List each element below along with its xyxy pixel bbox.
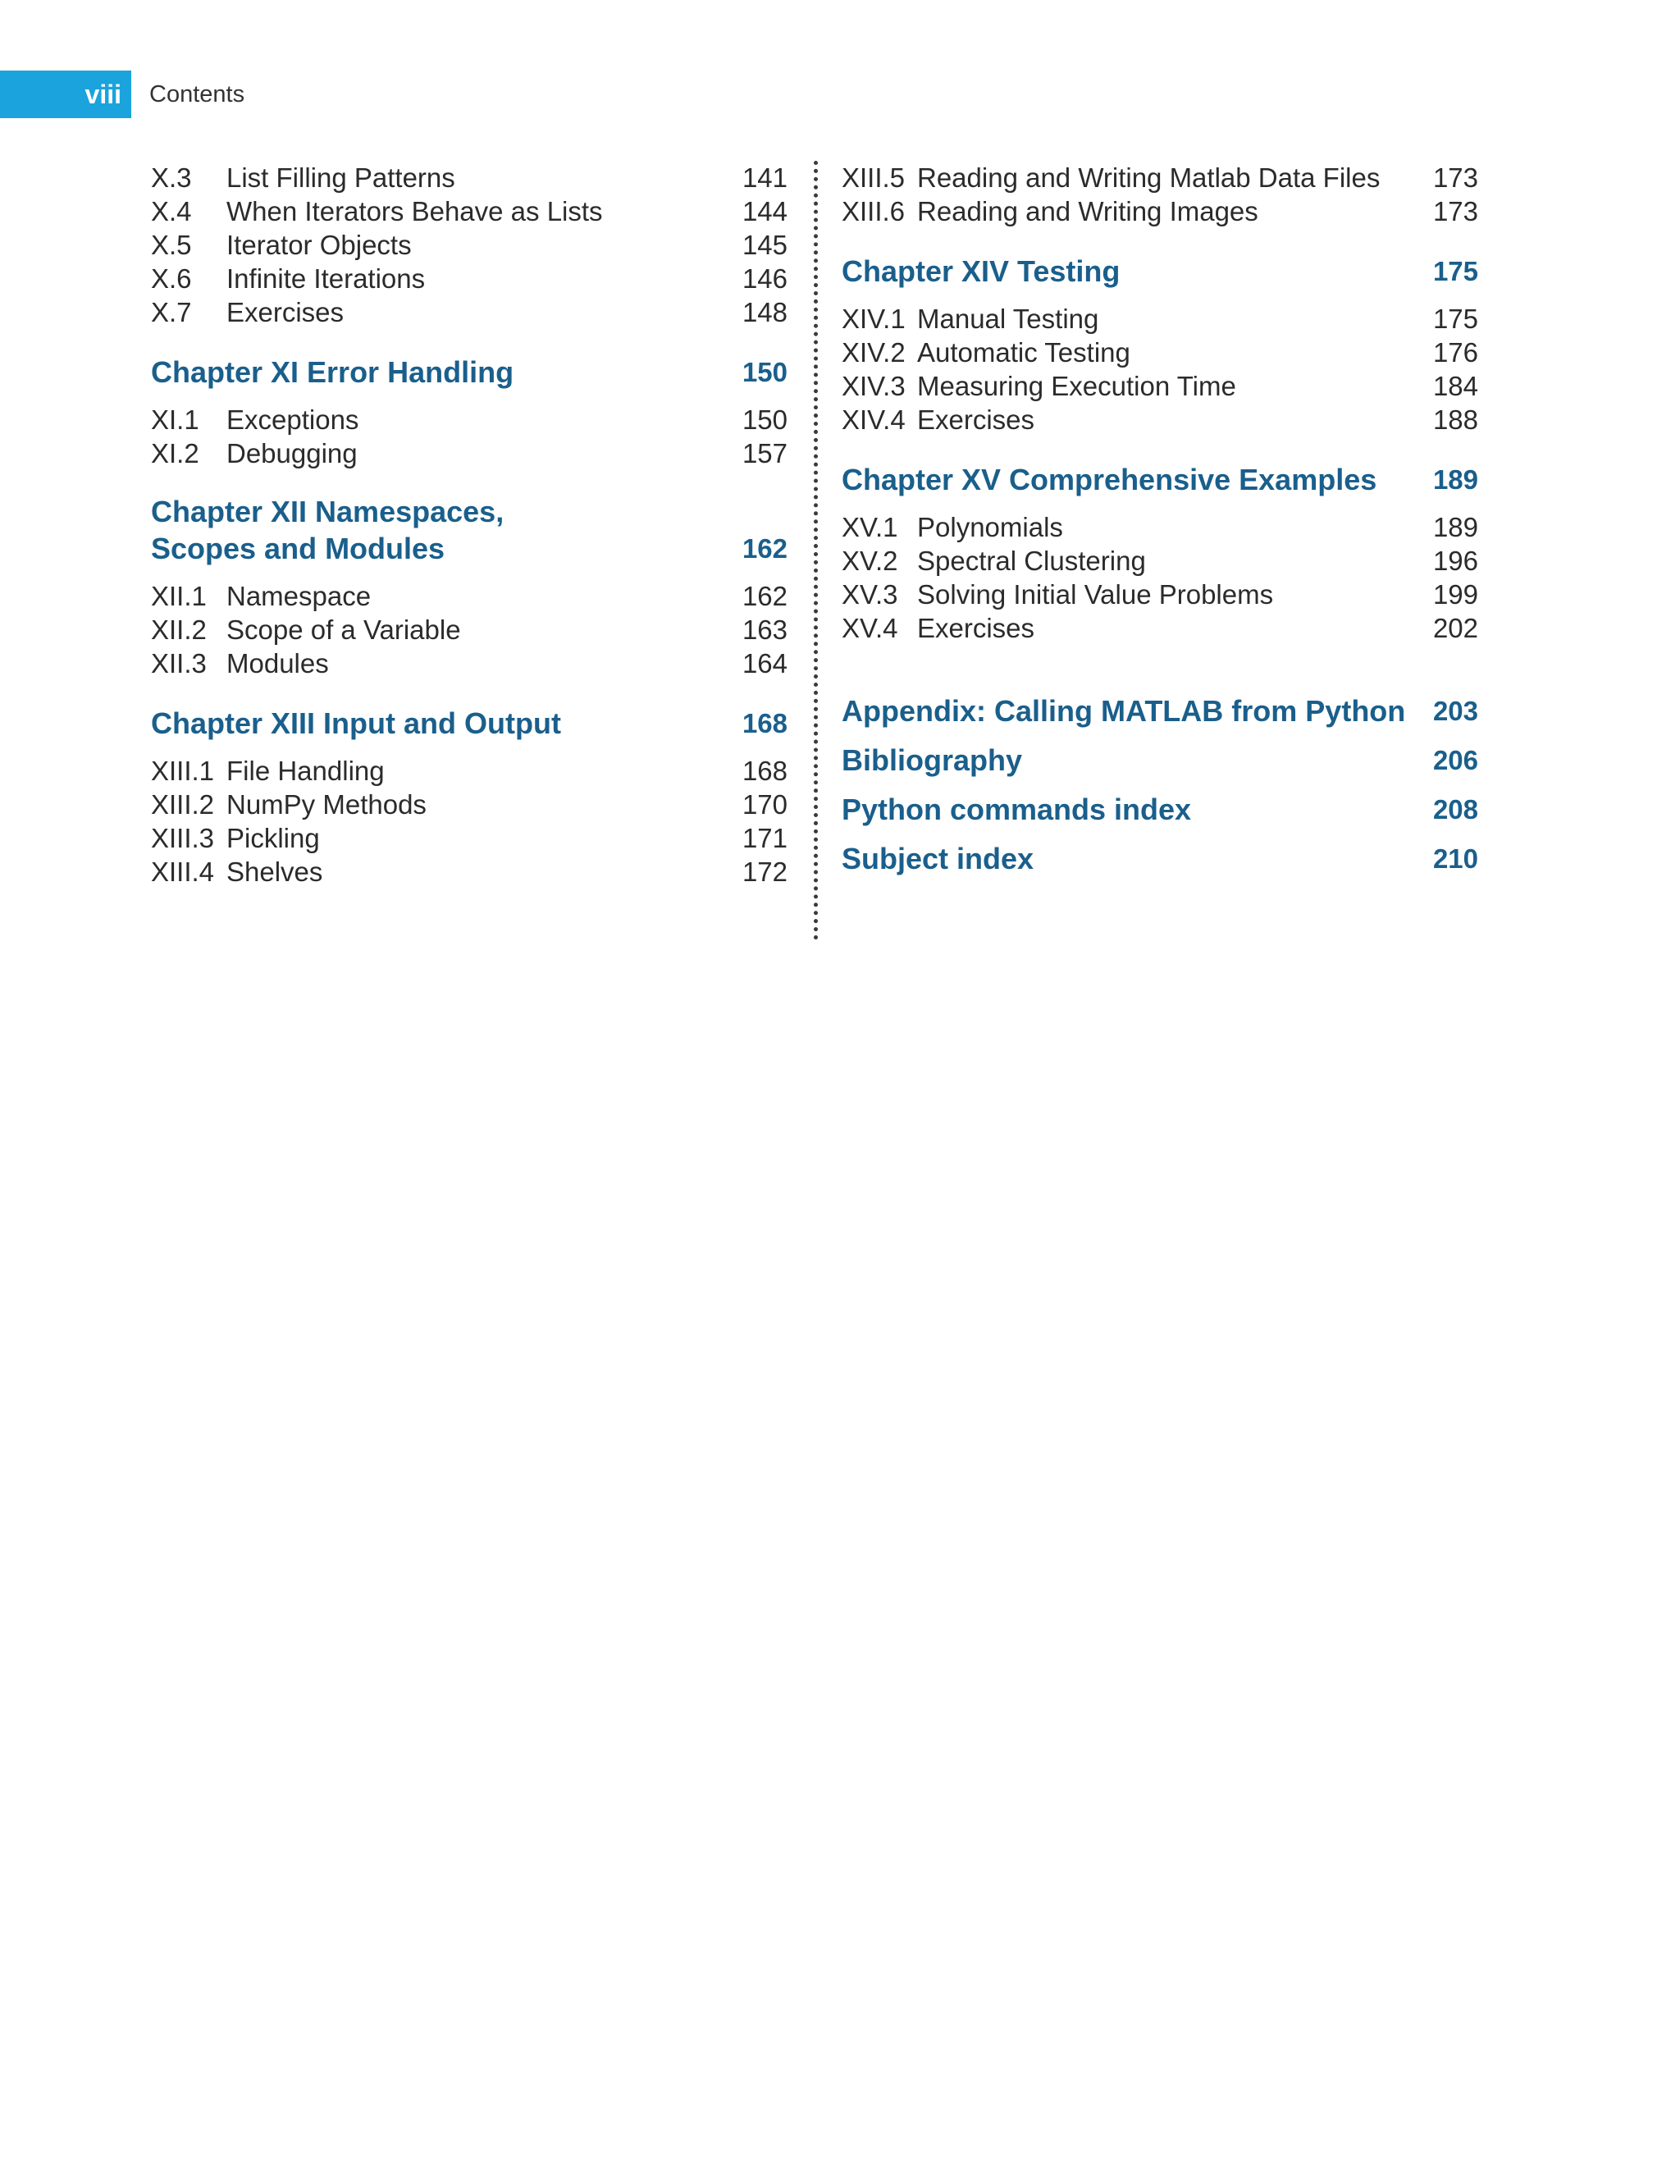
chapter-title: Chapter XIII Input and Output [151, 706, 561, 740]
section-title: When Iterators Behave as Lists [226, 196, 603, 226]
toc-entry-xiv2[interactable] [842, 336, 1478, 369]
backmatter-appendix[interactable] [842, 692, 1478, 729]
section-number: XII.2 [151, 615, 207, 645]
toc-entry-x5[interactable] [151, 228, 788, 262]
toc-entry-xv2[interactable] [842, 544, 1478, 578]
page-number: 141 [742, 162, 788, 193]
backmatter-python-commands-index[interactable] [842, 791, 1478, 828]
page-number: 146 [742, 263, 788, 294]
section-number: XIII.5 [842, 162, 906, 193]
section-title: Solving Initial Value Problems [917, 579, 1274, 610]
section-title: Shelves [226, 857, 323, 887]
section-number: XI.1 [151, 404, 199, 435]
section-title: Exercises [226, 297, 345, 327]
chapter-heading-xv[interactable] [842, 461, 1478, 498]
page-number: 168 [742, 756, 788, 786]
page-header [0, 71, 244, 118]
chapter-title: Chapter XV Comprehensive Examples [842, 463, 1377, 496]
page-number: 199 [1432, 579, 1478, 610]
page-number: 170 [742, 789, 788, 820]
section-title: Pickling [226, 823, 320, 853]
toc-entry-xv4[interactable] [842, 611, 1478, 645]
section-number: XV.4 [842, 613, 898, 643]
chapter-heading-xiii[interactable] [151, 705, 788, 742]
running-title: Contents [149, 80, 245, 107]
page-number: 173 [1432, 162, 1478, 193]
toc-entry-xiii1[interactable] [151, 754, 788, 788]
chapter-heading-xi[interactable] [151, 354, 788, 391]
section-number: XV.1 [842, 512, 898, 542]
toc-entry-xiv3[interactable] [842, 369, 1478, 403]
section-number: X.5 [151, 230, 192, 260]
backmatter-subject-index[interactable] [842, 840, 1478, 877]
section-title: Exceptions [226, 404, 359, 435]
toc-right-column [842, 161, 1478, 877]
chapter-title-line-1: Chapter XII Namespaces, [151, 495, 504, 528]
page-number: 189 [1432, 512, 1478, 542]
page-number: 171 [742, 823, 788, 853]
section-title: Exercises [917, 404, 1035, 435]
section-number: XIII.1 [151, 756, 215, 786]
toc-entry-xiii4[interactable] [151, 855, 788, 889]
backmatter-page: 210 [1432, 843, 1478, 874]
chapter-heading-xii[interactable] [151, 493, 788, 567]
page-number: 163 [742, 615, 788, 645]
toc-entry-xii3[interactable] [151, 647, 788, 680]
toc-entry-x7[interactable] [151, 295, 788, 329]
backmatter-title: Python commands index [842, 793, 1192, 826]
page-number: 202 [1432, 613, 1478, 643]
section-title: Modules [226, 648, 329, 679]
section-number: XIV.3 [842, 371, 906, 401]
toc-entry-xiii5[interactable] [842, 161, 1478, 194]
toc-entry-xiii2[interactable] [151, 788, 788, 821]
page-number: 172 [742, 857, 788, 887]
page-number: 175 [1432, 304, 1478, 334]
section-number: X.6 [151, 263, 192, 294]
page-number: 157 [742, 438, 788, 468]
backmatter-page: 208 [1432, 794, 1478, 825]
page-number: 184 [1432, 371, 1478, 401]
section-number: XIII.3 [151, 823, 215, 853]
page-number: 196 [1432, 546, 1478, 576]
page-number: 164 [742, 648, 788, 679]
section-title: List Filling Patterns [226, 162, 455, 193]
page-number: 162 [742, 581, 788, 611]
toc-entry-xv3[interactable] [842, 578, 1478, 611]
toc-entry-xi2[interactable] [151, 436, 788, 470]
section-title: File Handling [226, 756, 385, 786]
section-title: Reading and Writing Images [917, 196, 1258, 226]
chapter-page: 150 [742, 357, 788, 387]
section-title: Measuring Execution Time [917, 371, 1236, 401]
toc-entry-xi1[interactable] [151, 403, 788, 436]
chapter-page: 168 [742, 708, 788, 738]
toc-entry-xii1[interactable] [151, 579, 788, 613]
toc-entry-xiv1[interactable] [842, 302, 1478, 336]
section-title: Scope of a Variable [226, 615, 461, 645]
page-number: 144 [742, 196, 788, 226]
section-title: Automatic Testing [917, 337, 1130, 368]
backmatter-title: Subject index [842, 842, 1034, 875]
backmatter-title: Bibliography [842, 743, 1023, 777]
toc-entry-xiii3[interactable] [151, 821, 788, 855]
toc-entry-xiii6[interactable] [842, 194, 1478, 228]
chapter-title [151, 493, 742, 567]
section-title: Infinite Iterations [226, 263, 426, 294]
page-number-badge: viii [0, 71, 131, 118]
page-number: 145 [742, 230, 788, 260]
column-divider [814, 161, 818, 940]
section-number: X.4 [151, 196, 192, 226]
section-title: Namespace [226, 581, 372, 611]
page-number: 173 [1432, 196, 1478, 226]
toc-entry-xiv4[interactable] [842, 403, 1478, 436]
section-title: Spectral Clustering [917, 546, 1146, 576]
section-title: Debugging [226, 438, 358, 468]
chapter-title: Chapter XI Error Handling [151, 355, 514, 389]
section-title: Manual Testing [917, 304, 1099, 334]
section-number: XV.3 [842, 579, 898, 610]
backmatter-bibliography[interactable] [842, 742, 1478, 779]
page-number: 150 [742, 404, 788, 435]
toc-entry-x6[interactable] [151, 262, 788, 295]
section-title: NumPy Methods [226, 789, 427, 820]
toc-left-column [151, 161, 788, 889]
section-title: Iterator Objects [226, 230, 412, 260]
toc-entry-x3[interactable] [151, 161, 788, 194]
chapter-page: 162 [742, 533, 788, 564]
chapter-page: 189 [1432, 464, 1478, 495]
section-list-x [151, 161, 788, 329]
page-number: 188 [1432, 404, 1478, 435]
backmatter-page: 206 [1432, 745, 1478, 775]
section-number: XIII.4 [151, 857, 215, 887]
chapter-heading-xiv[interactable] [842, 253, 1478, 290]
section-number: XIV.4 [842, 404, 906, 435]
section-number: XIII.2 [151, 789, 215, 820]
page-number: 148 [742, 297, 788, 327]
section-number: XIV.2 [842, 337, 906, 368]
section-number: XIII.6 [842, 196, 906, 226]
chapter-title-line-2: Scopes and Modules [151, 532, 445, 565]
toc-entry-x4[interactable] [151, 194, 788, 228]
section-number: XII.3 [151, 648, 207, 679]
section-title: Exercises [917, 613, 1035, 643]
section-number: XIV.1 [842, 304, 906, 334]
chapter-title: Chapter XIV Testing [842, 254, 1121, 288]
page-number: 176 [1432, 337, 1478, 368]
section-title: Polynomials [917, 512, 1063, 542]
chapter-page: 175 [1432, 256, 1478, 286]
toc-entry-xii2[interactable] [151, 613, 788, 647]
section-number: X.7 [151, 297, 192, 327]
section-number: XII.1 [151, 581, 207, 611]
section-number: XV.2 [842, 546, 898, 576]
section-title: Reading and Writing Matlab Data Files [917, 162, 1381, 193]
section-number: X.3 [151, 162, 192, 193]
backmatter-title: Appendix: Calling MATLAB from Python [842, 694, 1406, 728]
toc-entry-xv1[interactable] [842, 510, 1478, 544]
section-number: XI.2 [151, 438, 199, 468]
backmatter-page: 203 [1432, 696, 1478, 726]
